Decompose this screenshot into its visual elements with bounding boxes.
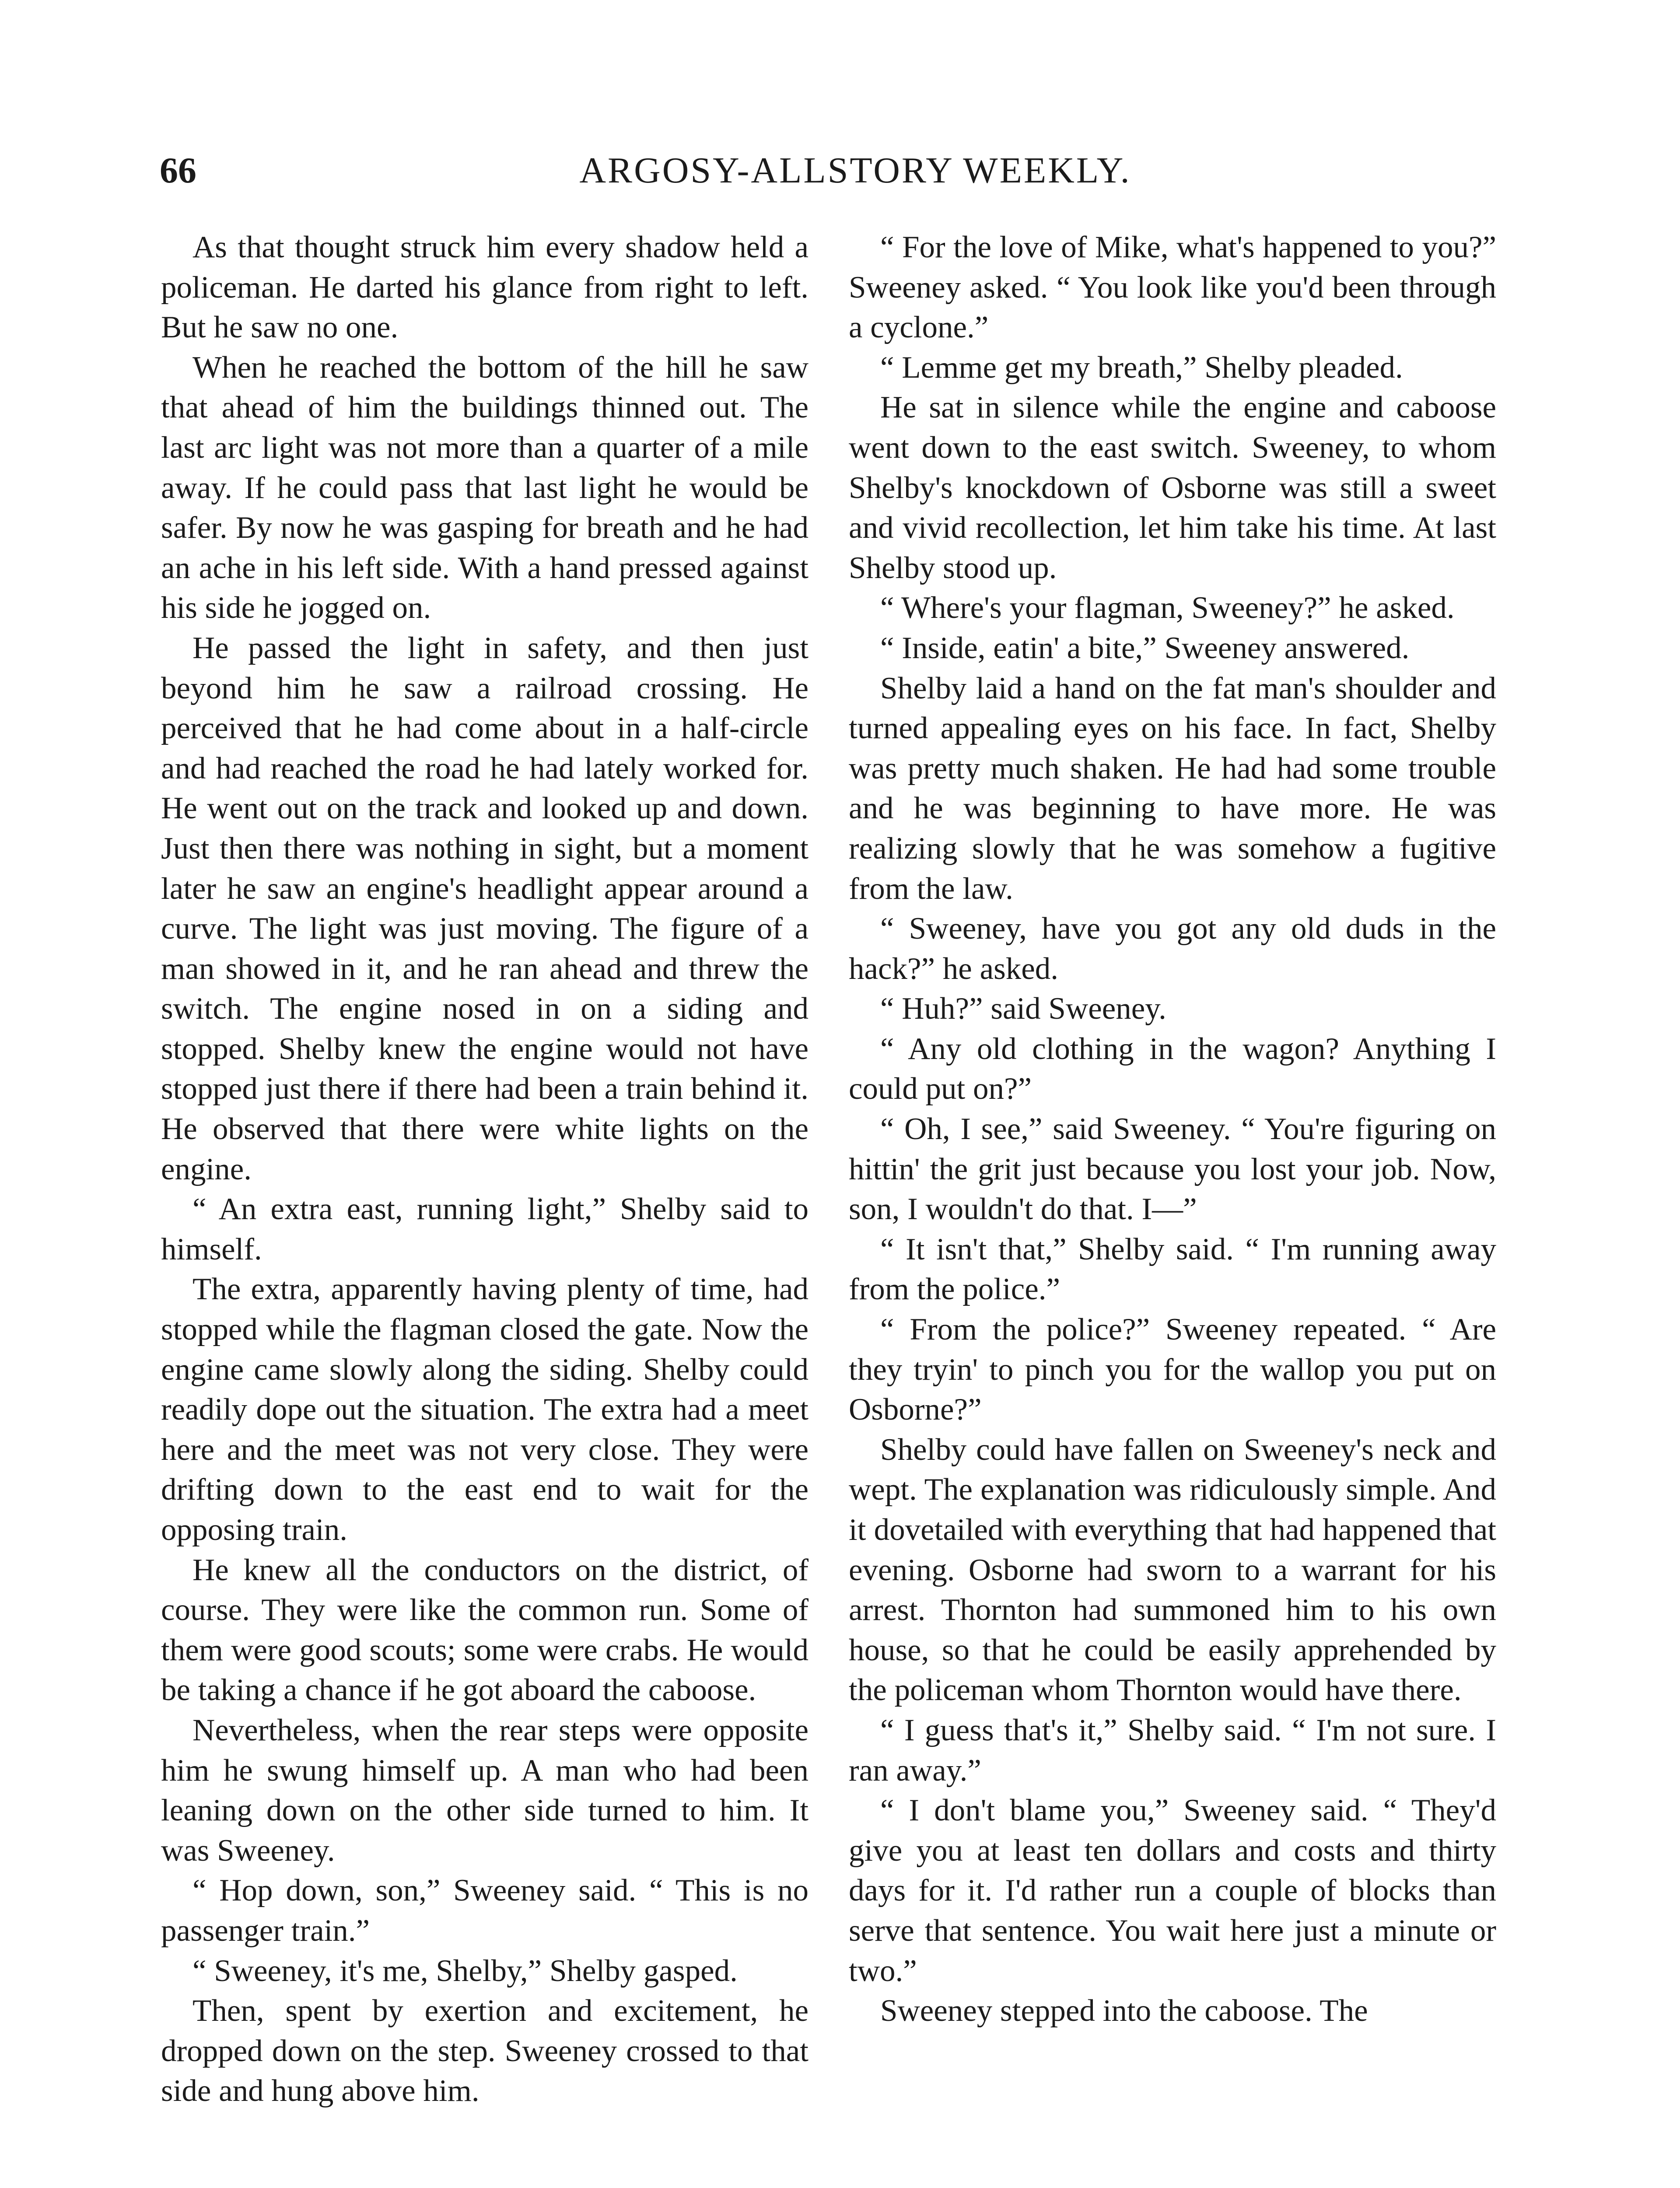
- paragraph: “ Sweeney, it's me, Shelby,” Shelby gasped.: [192, 1953, 738, 1988]
- paragraph: “ Any old clothing in the wagon? Anything I could put on?”: [849, 1031, 1496, 1106]
- paragraph: He passed the light in safety, and then just beyond him he saw a railroad crossing. He perceived that he had come about in a half-circle and had reached the road he had lately worked for. He went out on the track and looked up and down. Just then there was nothing in sight, but a moment later he saw an engine's headlight appear around a curve. The light was just moving. The figure of a man showed in it, and he ran ahead and threw the switch. The engine nosed in on a siding and stopped. Shelby knew the engine would not have stopped just there if there had been a train behind it. He observed that there were white lights on the engine.: [161, 631, 808, 1186]
- paragraph: The extra, apparently having plenty of time, had stopped while the flagman closed the gate. Now the engine came slowly along the siding. Shelby could readily dope out the situation. The extra had a meet here and the meet was not very close. They were drifting down to the east end to wait for the opposing train.: [161, 1272, 808, 1547]
- paragraph: “ For the love of Mike, what's happened to you?” Sweeney asked. “ You look like you'd been through a cyclone.”: [849, 230, 1496, 345]
- paragraph: “ It isn't that,” Shelby said. “ I'm running away from the police.”: [849, 1232, 1496, 1307]
- paragraph: Shelby laid a hand on the fat man's shoulder and turned appealing eyes on his face. In fact, Shelby was pretty much shaken. He had had some trouble and he was beginning to have more. He was realizing slowly that he was somehow a fugitive from the law.: [849, 671, 1496, 906]
- paragraph: He knew all the conductors on the district, of course. They were like the common run. Some of them were good scouts; some were crabs. He would be taking a chance if he got aboard the caboose.: [161, 1553, 808, 1708]
- paragraph: “ From the police?” Sweeney repeated. “ Are they tryin' to pinch you for the wallop you put on Osborne?”: [849, 1312, 1496, 1427]
- paragraph: Sweeney stepped into the caboose. The: [880, 1994, 1368, 2028]
- running-title: ARGOSY-ALLSTORY WEEKLY.: [579, 150, 1131, 191]
- paragraph: “ Huh?” said Sweeney.: [880, 992, 1166, 1026]
- paragraph: “ Hop down, son,” Sweeney said. “ This is no passenger train.”: [161, 1873, 808, 1948]
- paragraph: “ I guess that's it,” Shelby said. “ I'm not sure. I ran away.”: [849, 1713, 1496, 1788]
- paragraph: “ Inside, eatin' a bite,” Sweeney answered.: [880, 631, 1410, 665]
- left-column: [161, 228, 808, 2111]
- right-column: [849, 228, 1496, 2031]
- paragraph: As that thought struck him every shadow held a policeman. He darted his glance from right to left. But he saw no one.: [161, 230, 808, 345]
- paragraph: “ An extra east, running light,” Shelby said to himself.: [161, 1192, 808, 1266]
- paragraph: When he reached the bottom of the hill he saw that ahead of him the buildings thinned out. The last arc light was not more than a quarter of a mile away. If he could pass that last light he would be safer. By now he was gasping for breath and he had an ache in his left side. With a hand pressed against his side he jogged on.: [161, 350, 808, 625]
- paragraph: Shelby could have fallen on Sweeney's neck and wept. The explanation was ridiculously simple. And it dovetailed with everything that had happened that evening. Osborne had sworn to a warrant for his arrest. Thornton had summoned him to his own house, so that he could be easily apprehended by the policeman whom Thornton would have there.: [849, 1432, 1496, 1708]
- page-header: [160, 147, 1551, 195]
- page-number: 66: [160, 150, 196, 191]
- paragraph: “ Oh, I see,” said Sweeney. “ You're figuring on hittin' the grit just because you lost your job. Now, son, I wouldn't do that. I—”: [849, 1112, 1496, 1227]
- paragraph: “ Sweeney, have you got any old duds in the hack?” he asked.: [849, 912, 1496, 986]
- paragraph: “ Where's your flagman, Sweeney?” he asked.: [880, 591, 1455, 625]
- paragraph: “ Lemme get my breath,” Shelby pleaded.: [880, 350, 1403, 385]
- paragraph: Then, spent by exertion and excitement, he dropped down on the step. Sweeney crossed to that side and hung above him.: [161, 1994, 808, 2108]
- paragraph: He sat in silence while the engine and caboose went down to the east switch. Sweeney, to whom Shelby's knockdown of Osborne was still a sweet and vivid recollection, let him take his time. At last Shelby stood up.: [849, 390, 1496, 585]
- paragraph: “ I don't blame you,” Sweeney said. “ They'd give you at least ten dollars and costs and thirty days for it. I'd rather run a couple of blocks than serve that sentence. You wait here just a minute or two.”: [849, 1793, 1496, 1988]
- paragraph: Nevertheless, when the rear steps were opposite him he swung himself up. A man who had been leaning down on the other side turned to him. It was Sweeney.: [161, 1713, 808, 1868]
